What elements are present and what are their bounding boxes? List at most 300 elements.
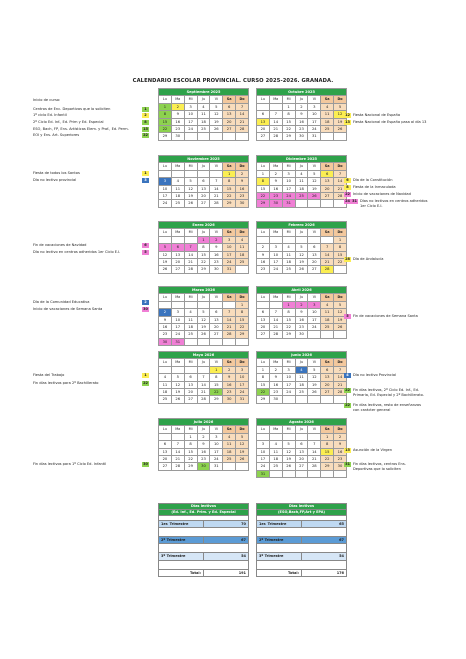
day-cell xyxy=(171,366,184,373)
weekday-label: Vi xyxy=(210,426,223,433)
day-cell: 22 xyxy=(236,323,249,330)
weekday-label: Ju xyxy=(295,294,308,301)
day-cell: 9 xyxy=(269,374,282,381)
weekday-label: Ma xyxy=(269,163,282,170)
weekday-label: Sa xyxy=(223,426,236,433)
day-cell: 30 xyxy=(295,133,308,140)
day-cell: 24 xyxy=(223,258,236,265)
month-name: Abril 2026 xyxy=(257,287,347,294)
day-cell: 12 xyxy=(184,185,197,192)
day-cell: 5 xyxy=(210,103,223,110)
day-cell: 16 xyxy=(197,448,210,455)
weekday-label: Ma xyxy=(269,294,282,301)
day-cell: 7 xyxy=(308,441,321,448)
note-label: 1º ciclo Ed. Infantil xyxy=(33,113,67,118)
day-cell: 2 xyxy=(210,236,223,243)
day-cell: 21 xyxy=(308,455,321,462)
day-cell: 10 xyxy=(236,374,249,381)
day-cell: 4 xyxy=(321,103,334,110)
day-cell: 27 xyxy=(321,192,334,199)
day-cell: 17 xyxy=(159,192,172,199)
date-marker: 1 xyxy=(142,171,149,176)
weekday-label: Vi xyxy=(308,96,321,103)
day-cell: 16 xyxy=(295,118,308,125)
day-cell: 8 xyxy=(159,111,172,118)
day-cell: 23 xyxy=(257,266,270,273)
day-cell: 4 xyxy=(159,374,172,381)
day-cell xyxy=(295,470,308,477)
date-marker: 13 xyxy=(345,120,350,124)
day-cell: 10 xyxy=(308,309,321,316)
note-label: Fin días lectivos para 1º Ciclo Ed. Infantil xyxy=(33,462,107,466)
day-cell: 13 xyxy=(295,448,308,455)
day-cell: 20 xyxy=(223,118,236,125)
day-cell: 16 xyxy=(210,251,223,258)
note-label: Inicio de vacaciones de Navidad xyxy=(353,192,411,196)
day-cell xyxy=(223,338,236,345)
weekday-label: Lu xyxy=(159,163,172,170)
weekday-label: Vi xyxy=(308,294,321,301)
day-cell xyxy=(257,236,270,243)
weekday-label: Ju xyxy=(295,96,308,103)
day-cell xyxy=(171,433,184,440)
day-cell: 11 xyxy=(321,309,334,316)
day-cell: 27 xyxy=(184,396,197,403)
day-cell: 12 xyxy=(282,448,295,455)
weekday-label: Mi xyxy=(184,96,197,103)
day-cell xyxy=(184,366,197,373)
weekday-label: Mi xyxy=(184,294,197,301)
day-cell: 29 xyxy=(257,396,270,403)
date-marker: 8 xyxy=(344,185,351,190)
weekday-label: Ju xyxy=(197,294,210,301)
day-cell: 22 xyxy=(257,192,270,199)
weekday-label: Ju xyxy=(197,163,210,170)
day-cell: 11 xyxy=(159,381,172,388)
weekday-label: Ju xyxy=(295,163,308,170)
term-value: 65 xyxy=(302,521,347,528)
day-cell: 17 xyxy=(210,448,223,455)
weekday-label: Sa xyxy=(223,359,236,366)
date-marker: 6 xyxy=(142,243,149,248)
day-cell: 27 xyxy=(308,266,321,273)
day-cell: 29 xyxy=(321,463,334,470)
day-cell: 28 xyxy=(334,192,347,199)
day-cell: 6 xyxy=(171,244,184,251)
day-cell: 20 xyxy=(295,455,308,462)
note-label: Primaria, Ed. Especial y 2º Bachillerato. xyxy=(353,393,424,397)
day-cell: 24 xyxy=(236,388,249,395)
weekday-label: Sa xyxy=(223,229,236,236)
day-cell: 7 xyxy=(223,309,236,316)
weekday-label: Mi xyxy=(282,96,295,103)
weekday-label: Sa xyxy=(321,96,334,103)
day-cell: 5 xyxy=(159,244,172,251)
day-cell: 11 xyxy=(269,448,282,455)
day-cell: 14 xyxy=(308,448,321,455)
day-cell: 19 xyxy=(334,316,347,323)
month-name: Octubre 2025 xyxy=(257,89,347,96)
day-cell: 17 xyxy=(269,258,282,265)
day-cell: 18 xyxy=(159,388,172,395)
day-cell: 14 xyxy=(269,118,282,125)
day-cell: 8 xyxy=(334,244,347,251)
day-cell xyxy=(308,396,321,403)
weekday-label: Ju xyxy=(197,229,210,236)
day-cell: 18 xyxy=(184,323,197,330)
lective-days-table xyxy=(256,503,347,577)
term-label: 3º Trimestre xyxy=(257,553,302,560)
day-cell: 22 xyxy=(223,192,236,199)
month-calendar xyxy=(256,351,347,404)
day-cell: 1 xyxy=(282,103,295,110)
day-cell xyxy=(171,301,184,308)
date-marker: 3 xyxy=(142,178,149,183)
day-cell: 21 xyxy=(334,381,347,388)
day-cell: 3 xyxy=(257,441,270,448)
date-marker: 8 xyxy=(142,120,149,125)
day-cell xyxy=(210,170,223,177)
note-label: Fin de vacaciones de Semana Santa xyxy=(353,314,418,318)
term-label: 1er. Trimestre xyxy=(257,521,302,528)
day-cell: 28 xyxy=(321,266,334,273)
weekday-label: Sa xyxy=(223,294,236,301)
day-cell xyxy=(184,338,197,345)
day-cell: 4 xyxy=(184,309,197,316)
month-name: Junio 2026 xyxy=(257,352,347,359)
day-cell: 1 xyxy=(321,433,334,440)
day-cell xyxy=(197,170,210,177)
weekday-label: Vi xyxy=(210,294,223,301)
day-cell: 30 xyxy=(223,396,236,403)
date-marker: 28 xyxy=(345,257,350,261)
day-cell: 27 xyxy=(257,133,270,140)
day-cell: 28 xyxy=(210,200,223,207)
day-cell: 25 xyxy=(197,125,210,132)
day-cell: 1 xyxy=(236,301,249,308)
day-cell: 14 xyxy=(321,251,334,258)
day-cell: 26 xyxy=(308,192,321,199)
weekday-label: Mi xyxy=(282,294,295,301)
day-cell: 3 xyxy=(308,103,321,110)
weekday-label: Mi xyxy=(184,163,197,170)
month-calendar xyxy=(256,286,347,339)
day-cell: 7 xyxy=(334,366,347,373)
term-label: 2º Trimestre xyxy=(257,537,302,544)
day-cell: 23 xyxy=(295,323,308,330)
day-cell: 17 xyxy=(282,381,295,388)
day-cell: 11 xyxy=(282,251,295,258)
day-cell: 28 xyxy=(223,331,236,338)
day-cell xyxy=(295,433,308,440)
weekday-label: Ma xyxy=(269,426,282,433)
day-cell: 17 xyxy=(257,455,270,462)
day-cell: 5 xyxy=(308,366,321,373)
day-cell: 12 xyxy=(236,441,249,448)
day-cell: 24 xyxy=(308,323,321,330)
day-cell: 28 xyxy=(308,463,321,470)
day-cell: 10 xyxy=(159,185,172,192)
day-cell: 12 xyxy=(171,381,184,388)
date-marker: 22 xyxy=(143,380,148,385)
day-cell xyxy=(236,463,249,470)
day-cell: 9 xyxy=(269,178,282,185)
day-cell: 3 xyxy=(184,103,197,110)
day-cell: 9 xyxy=(210,244,223,251)
day-cell: 26 xyxy=(282,463,295,470)
day-cell: 26 xyxy=(295,266,308,273)
date-marker: 1 xyxy=(142,107,149,112)
day-cell: 5 xyxy=(171,374,184,381)
day-cell: 29 xyxy=(223,200,236,207)
weekday-label: Mi xyxy=(184,359,197,366)
month-calendar xyxy=(256,88,347,141)
day-cell: 16 xyxy=(159,323,172,330)
day-cell xyxy=(334,331,347,338)
day-cell: 2 xyxy=(295,301,308,308)
day-cell: 9 xyxy=(171,111,184,118)
day-cell: 20 xyxy=(308,258,321,265)
day-cell: 16 xyxy=(334,448,347,455)
day-cell: 8 xyxy=(197,244,210,251)
day-cell: 28 xyxy=(184,266,197,273)
day-cell: 26 xyxy=(210,125,223,132)
day-cell xyxy=(236,338,249,345)
weekday-label: Sa xyxy=(321,163,334,170)
day-cell xyxy=(184,236,197,243)
day-cell: 5 xyxy=(197,309,210,316)
note-label: Días no lectivos en centros adheridos xyxy=(360,199,428,203)
day-cell: 29 xyxy=(282,331,295,338)
weekday-label: Lu xyxy=(159,426,172,433)
day-cell xyxy=(321,396,334,403)
day-cell: 10 xyxy=(282,178,295,185)
day-cell: 20 xyxy=(321,185,334,192)
day-cell: 4 xyxy=(223,433,236,440)
day-cell: 23 xyxy=(210,258,223,265)
day-cell: 4 xyxy=(171,178,184,185)
day-cell: 4 xyxy=(197,103,210,110)
day-cell: 6 xyxy=(321,170,334,177)
note-label: Fin días lectivos, resto de enseñanzas xyxy=(353,403,421,407)
day-cell: 16 xyxy=(295,316,308,323)
day-cell: 29 xyxy=(282,133,295,140)
day-cell: 22 xyxy=(321,455,334,462)
day-cell: 15 xyxy=(159,118,172,125)
term-value: 54 xyxy=(302,553,347,560)
weekday-label: Ju xyxy=(295,229,308,236)
date-marker: 22 xyxy=(345,403,350,407)
day-cell: 19 xyxy=(197,323,210,330)
day-cell xyxy=(236,133,249,140)
day-cell: 2 xyxy=(159,309,172,316)
date-marker: 2 xyxy=(142,113,149,118)
day-cell xyxy=(257,103,270,110)
day-cell: 9 xyxy=(223,374,236,381)
day-cell: 9 xyxy=(197,441,210,448)
day-cell: 15 xyxy=(184,448,197,455)
day-cell: 18 xyxy=(282,258,295,265)
day-cell: 14 xyxy=(197,381,210,388)
day-cell: 11 xyxy=(197,111,210,118)
day-cell: 21 xyxy=(223,323,236,330)
day-cell: 12 xyxy=(308,178,321,185)
day-cell: 23 xyxy=(334,455,347,462)
date-marker: 31 xyxy=(345,462,350,466)
date-marker: 24 xyxy=(345,199,350,203)
day-cell: 10 xyxy=(257,448,270,455)
weekday-label: Do xyxy=(334,163,347,170)
day-cell: 18 xyxy=(295,381,308,388)
day-cell: 8 xyxy=(282,309,295,316)
day-cell xyxy=(159,433,172,440)
day-cell xyxy=(295,200,308,207)
total-value: 176 xyxy=(302,569,347,576)
day-cell xyxy=(308,470,321,477)
weekday-label: Sa xyxy=(321,426,334,433)
day-cell: 14 xyxy=(171,448,184,455)
weekday-label: Ma xyxy=(171,96,184,103)
weekday-label: Do xyxy=(236,96,249,103)
day-cell: 20 xyxy=(257,125,270,132)
day-cell: 12 xyxy=(210,111,223,118)
day-cell: 16 xyxy=(223,381,236,388)
day-cell: 13 xyxy=(197,185,210,192)
note-label: Día no lectivo en centros adheridos 1er Ciclo E.I. xyxy=(33,250,121,254)
date-marker: 22 xyxy=(345,192,350,196)
weekday-label: Lu xyxy=(159,96,172,103)
day-cell xyxy=(236,266,249,273)
day-cell xyxy=(171,236,184,243)
day-cell: 5 xyxy=(184,178,197,185)
day-cell: 24 xyxy=(282,388,295,395)
weekday-label: Do xyxy=(334,426,347,433)
day-cell: 5 xyxy=(334,103,347,110)
weekday-label: Vi xyxy=(210,96,223,103)
day-cell: 26 xyxy=(171,396,184,403)
day-cell xyxy=(308,200,321,207)
day-cell: 27 xyxy=(321,388,334,395)
weekday-label: Mi xyxy=(282,229,295,236)
day-cell xyxy=(210,338,223,345)
day-cell: 6 xyxy=(210,309,223,316)
day-cell: 11 xyxy=(223,441,236,448)
page-title: CALENDARIO ESCOLAR PROVINCIAL. CURSO 2025-2026. GRANADA. xyxy=(132,78,334,84)
day-cell xyxy=(321,236,334,243)
day-cell: 23 xyxy=(269,388,282,395)
day-cell: 31 xyxy=(223,266,236,273)
day-cell xyxy=(334,266,347,273)
day-cell: 23 xyxy=(269,192,282,199)
note-label: Día no lectivo Provincial xyxy=(353,373,397,377)
month-calendar xyxy=(256,155,347,208)
day-cell: 4 xyxy=(236,236,249,243)
note-label: Fiesta de la Inmaculada xyxy=(353,185,396,189)
day-cell: 22 xyxy=(184,455,197,462)
weekday-label: Ma xyxy=(269,229,282,236)
day-cell: 5 xyxy=(334,301,347,308)
note-label: Inicio de vacaciones de Semana Santa xyxy=(33,307,103,311)
day-cell: 15 xyxy=(257,185,270,192)
day-cell: 27 xyxy=(197,200,210,207)
day-cell: 14 xyxy=(223,316,236,323)
day-cell: 16 xyxy=(269,381,282,388)
date-marker: 12 xyxy=(345,113,350,117)
day-cell: 25 xyxy=(159,396,172,403)
weekday-label: Mi xyxy=(282,163,295,170)
day-cell: 16 xyxy=(171,118,184,125)
weekday-label: Mi xyxy=(184,229,197,236)
day-cell: 15 xyxy=(197,251,210,258)
day-cell: 11 xyxy=(236,244,249,251)
day-cell xyxy=(334,133,347,140)
day-cell: 17 xyxy=(223,251,236,258)
day-cell: 13 xyxy=(210,316,223,323)
day-cell xyxy=(210,133,223,140)
day-cell: 25 xyxy=(321,323,334,330)
day-cell: 16 xyxy=(257,258,270,265)
day-cell: 7 xyxy=(334,170,347,177)
day-cell: 2 xyxy=(197,433,210,440)
weekday-label: Ju xyxy=(197,426,210,433)
day-cell: 6 xyxy=(197,178,210,185)
day-cell: 27 xyxy=(223,125,236,132)
total-value: 191 xyxy=(204,569,249,576)
note-label: Fin de vacaciones de Navidad xyxy=(33,243,87,247)
day-cell: 18 xyxy=(236,251,249,258)
day-cell: 9 xyxy=(257,251,270,258)
note-label: Fin días lectivos, centros Ens. xyxy=(353,462,406,466)
note-label: Fiesta del Trabajo xyxy=(33,373,65,377)
day-cell: 15 xyxy=(236,316,249,323)
day-cell: 17 xyxy=(308,316,321,323)
day-cell: 1 xyxy=(334,236,347,243)
day-cell: 18 xyxy=(197,118,210,125)
term-value: 70 xyxy=(204,521,249,528)
day-cell: 20 xyxy=(257,323,270,330)
day-cell: 18 xyxy=(321,316,334,323)
day-cell: 30 xyxy=(210,266,223,273)
weekday-label: Do xyxy=(334,294,347,301)
day-cell: 10 xyxy=(308,111,321,118)
day-cell: 21 xyxy=(321,258,334,265)
day-cell: 23 xyxy=(159,331,172,338)
weekday-label: Ju xyxy=(295,359,308,366)
day-cell: 9 xyxy=(334,441,347,448)
day-cell: 24 xyxy=(159,200,172,207)
month-name: Agosto 2026 xyxy=(257,419,347,426)
weekday-label: Do xyxy=(236,359,249,366)
day-cell: 13 xyxy=(184,381,197,388)
day-cell: 8 xyxy=(210,374,223,381)
day-cell: 3 xyxy=(282,170,295,177)
month-calendar xyxy=(158,155,249,208)
day-cell: 15 xyxy=(282,118,295,125)
total-label: Total: xyxy=(159,569,204,576)
day-cell: 1 xyxy=(197,236,210,243)
day-cell: 30 xyxy=(334,463,347,470)
weekday-label: Do xyxy=(236,426,249,433)
note-label: Día de la Constitución xyxy=(353,178,393,182)
day-cell: 7 xyxy=(269,309,282,316)
date-marker: 5 xyxy=(344,314,351,319)
weekday-label: Lu xyxy=(159,359,172,366)
weekday-label: Do xyxy=(334,359,347,366)
day-cell: 6 xyxy=(257,309,270,316)
month-name: Mayo 2026 xyxy=(159,352,249,359)
weekday-label: Lu xyxy=(257,426,270,433)
day-cell xyxy=(295,236,308,243)
